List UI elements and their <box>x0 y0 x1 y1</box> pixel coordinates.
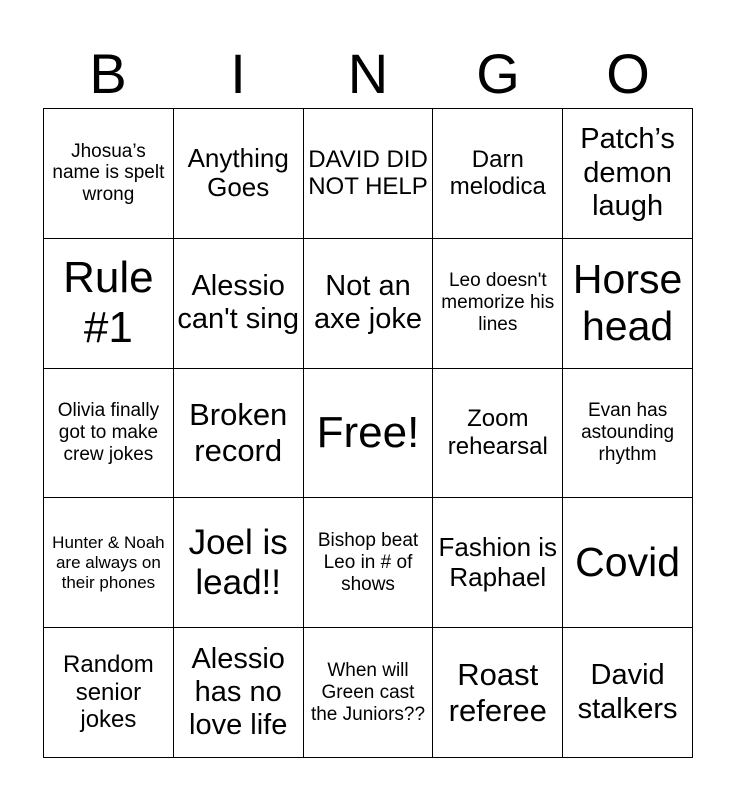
header-letter-o: O <box>606 42 650 105</box>
header-letter-n: N <box>347 42 389 105</box>
header-letter-b: B <box>89 42 127 105</box>
bingo-grid <box>43 108 693 758</box>
bingo-cell: Bishop beat Leo in # of shows <box>304 498 434 628</box>
bingo-cell: Horse head <box>563 239 693 369</box>
bingo-cell: Zoom rehearsal <box>433 369 563 499</box>
bingo-cell: Not an axe joke <box>304 239 434 369</box>
bingo-cell: Darn melodica <box>433 109 563 239</box>
bingo-cell: When will Green cast the Juniors?? <box>304 628 434 758</box>
bingo-header <box>43 40 693 108</box>
bingo-cell: Joel is lead!! <box>174 498 304 628</box>
bingo-cell: Covid <box>563 498 693 628</box>
bingo-cell: Roast referee <box>433 628 563 758</box>
bingo-cell: Anything Goes <box>174 109 304 239</box>
bingo-cell: Rule #1 <box>44 239 174 369</box>
header-letter-g: G <box>476 42 520 105</box>
bingo-cell: Hunter & Noah are always on their phones <box>44 498 174 628</box>
bingo-cell: Patch’s demon laugh <box>563 109 693 239</box>
bingo-cell: DAVID DID NOT HELP <box>304 109 434 239</box>
bingo-cell: Fashion is Raphael <box>433 498 563 628</box>
bingo-cell: Random senior jokes <box>44 628 174 758</box>
bingo-cell: Evan has astounding rhythm <box>563 369 693 499</box>
bingo-cell: David stalkers <box>563 628 693 758</box>
bingo-cell: Jhosua’s name is spelt wrong <box>44 109 174 239</box>
header-letter-i: I <box>230 42 246 105</box>
bingo-cell: Free! <box>304 369 434 499</box>
bingo-cell: Olivia finally got to make crew jokes <box>44 369 174 499</box>
bingo-cell: Alessio has no love life <box>174 628 304 758</box>
bingo-cell: Alessio can't sing <box>174 239 304 369</box>
bingo-cell: Broken record <box>174 369 304 499</box>
bingo-cell: Leo doesn't memorize his lines <box>433 239 563 369</box>
